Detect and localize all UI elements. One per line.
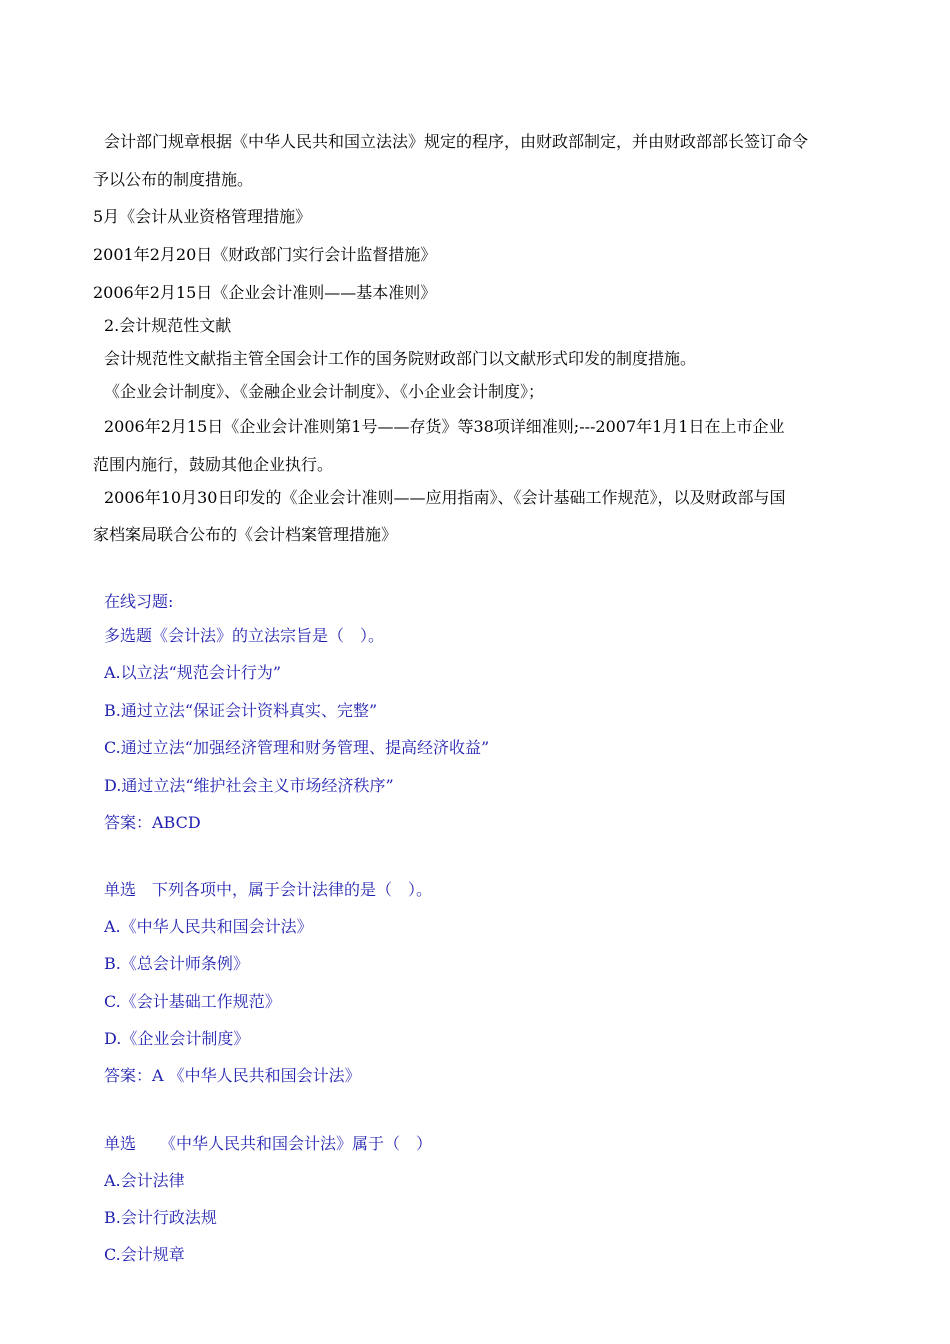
question-2-option-a: A.《中华人民共和国会计法》 [104,917,313,936]
question-2-text: 单选 下列各项中，属于会计法律的是（ ）。 [104,880,433,899]
question-3-option-b: B.会计行政法规 [104,1208,217,1227]
paragraph-5-line-1: 2006年10月30日印发的《企业会计准则——应用指南》、《会计基础工作规范》，以及财政部与国 [104,488,786,507]
question-3-option-a: A.会计法律 [104,1171,185,1190]
regulation-item-2: 2001年2月20日《财政部门实行会计监督措施》 [93,245,437,264]
paragraph-1-line-1: 会计部门规章根据《中华人民共和国立法法》规定的程序，由财政部制定，并由财政部部长签订命令 [104,132,809,151]
regulation-item-1: 5月《会计从业资格管理措施》 [93,207,312,226]
question-3-text: 单选 《中华人民共和国会计法》属于（ ） [104,1134,433,1153]
question-1-text: 多选题《会计法》的立法宗旨是（ ）。 [104,626,385,645]
question-1-option-c: C.通过立法“加强经济管理和财务管理、提高经济收益” [104,738,490,757]
question-1-option-d: D.通过立法“维护社会主义市场经济秩序” [104,776,394,795]
paragraph-4-line-2: 范围内施行，鼓励其他企业执行。 [93,455,334,474]
question-2-option-c: C.《会计基础工作规范》 [104,992,281,1011]
paragraph-1-line-2: 予以公布的制度措施。 [93,170,254,189]
exercises-title: 在线习题: [104,592,174,611]
paragraph-2: 会计规范性文献指主管全国会计工作的国务院财政部门以文献形式印发的制度措施。 [104,349,697,368]
section-heading-2: 2.会计规范性文献 [104,316,232,335]
question-3-option-c: C.会计规章 [104,1245,185,1264]
paragraph-3: 《企业会计制度》、《金融企业会计制度》、《小企业会计制度》； [104,382,545,401]
paragraph-4-line-1: 2006年2月15日《企业会计准则第1号——存货》等38项详细准则;---2007年1月1日在上市企业 [104,417,785,436]
question-1-option-b: B.通过立法“保证会计资料真实、完整” [104,701,378,720]
question-2-option-b: B.《总会计师条例》 [104,954,249,973]
question-1-option-a: A.以立法“规范会计行为” [104,663,282,682]
paragraph-5-line-2: 家档案局联合公布的《会计档案管理措施》 [93,525,398,544]
regulation-item-3: 2006年2月15日《企业会计准则——基本准则》 [93,283,437,302]
question-1-answer: 答案：ABCD [104,813,201,832]
question-2-answer: 答案：A 《中华人民共和国会计法》 [104,1066,361,1085]
question-2-option-d: D.《企业会计制度》 [104,1029,250,1048]
